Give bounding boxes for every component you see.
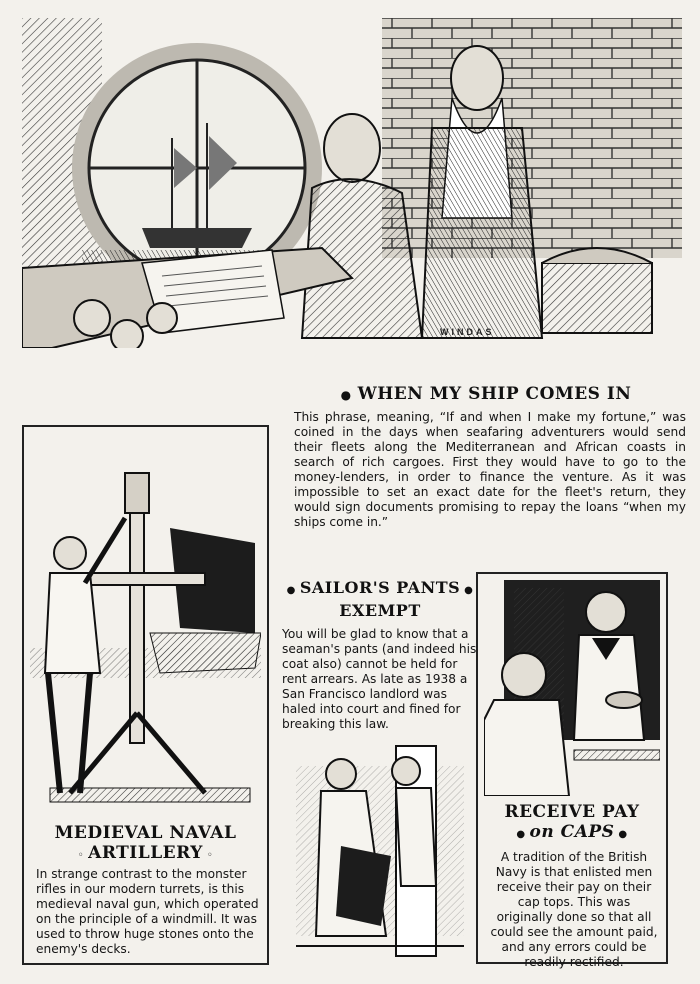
caps-title-line1: RECEIVE PAY (504, 802, 640, 822)
caps-illustration-art (484, 580, 660, 796)
pants-article-body: You will be glad to know that a seaman's pants (and indeed his coat also) cannot be held for rent arrears. As late as 1938 a San Francisco landlord was haled into court and fined for breaking this law. (282, 627, 477, 731)
pants-illustration-art (296, 736, 464, 964)
caps-panel (476, 572, 668, 969)
pants-title-line2: EXEMPT (339, 601, 421, 620)
artillery-title-line2: ARTILLERY (88, 843, 203, 863)
bullet-icon: ● (286, 585, 300, 596)
caps-title (478, 802, 666, 845)
artillery-panel (22, 425, 269, 965)
pants-illustration (296, 736, 464, 964)
ship-title-text: WHEN MY SHIP COMES IN (357, 384, 632, 404)
pants-article-title (280, 578, 480, 621)
caps-illustration (484, 580, 660, 796)
caps-title-line2: on CAPS (529, 822, 615, 842)
artillery-illustration (30, 433, 261, 813)
header-illustration (22, 18, 682, 348)
header-illustration-art (22, 18, 682, 348)
bullet-icon: ● (340, 387, 352, 402)
bullet-icon: ◦ (77, 850, 89, 861)
artillery-body: In strange contrast to the monster rifles in our modern turrets, is this medieval naval gun, which operated on the principle of a windmill. It was used to throw huge stones onto the enemy's decks. (36, 867, 259, 956)
bullet-icon: ● (460, 585, 474, 596)
pants-title-line1-wrap (280, 578, 480, 601)
ship-article-body: This phrase, meaning, “If and when I make my fortune,” was coined in the days when seafaring adventurers would send their fleets along the Mediterranean and African coasts in search of rich cargoes. First they would have to go to the money-lenders, in order to finance the venture. As it was impossible to set an exact date for the fleet's return, they would sign documents promising to repay the loans “when my ships come in.” (294, 410, 686, 529)
caps-title-line2-wrap (478, 822, 666, 845)
artillery-illustration-art (30, 433, 261, 813)
bullet-icon: ◦ (202, 850, 214, 861)
artist-signature: WINDAS (440, 327, 495, 337)
artillery-title-line1: MEDIEVAL NAVAL (54, 823, 237, 843)
ship-article-title (296, 384, 676, 404)
artillery-title-line2-wrap (24, 843, 267, 866)
bullet-icon: ● (614, 829, 628, 840)
artillery-title (24, 823, 267, 866)
pants-title-line1: SAILOR'S PANTS (299, 578, 461, 597)
caps-body: A tradition of the British Navy is that enlisted men receive their pay on their cap tops. This was originally done so that all could see the amount paid, and any errors could be readily rectified. (490, 850, 658, 969)
bullet-icon: ● (516, 829, 530, 840)
